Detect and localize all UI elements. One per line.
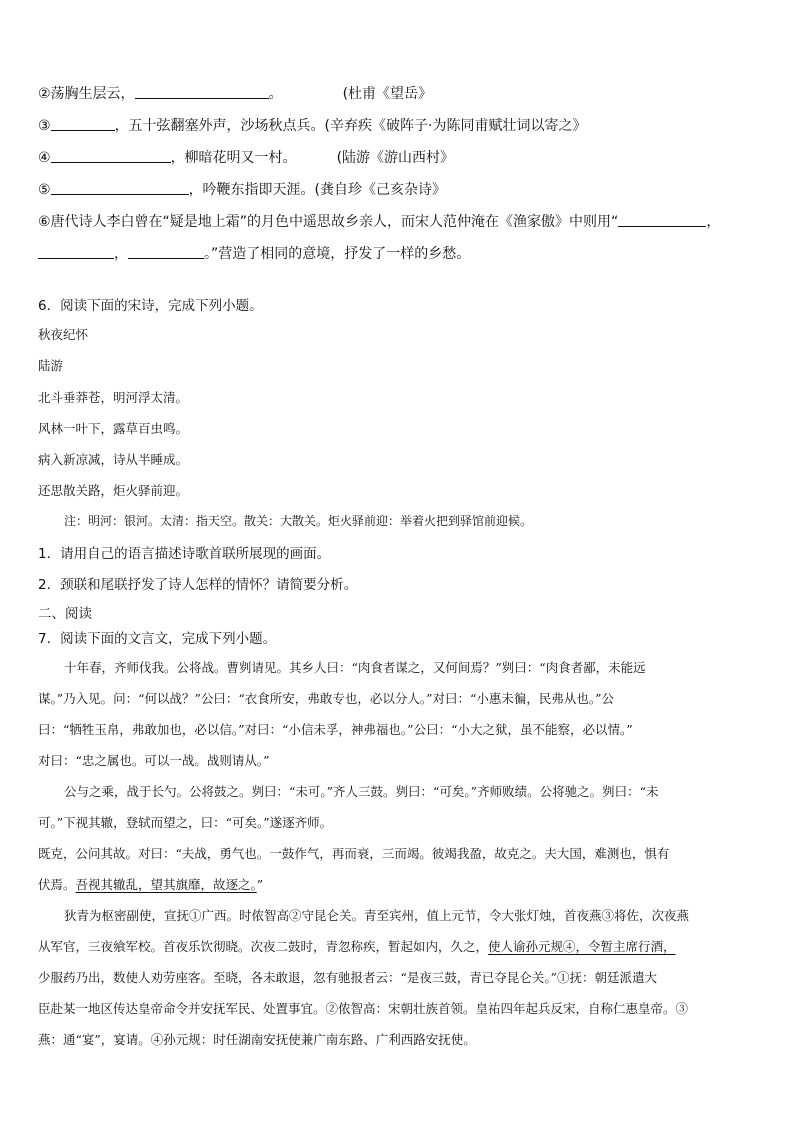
underlined-sentence: 吾视其辙乱，望其旗靡，故逐之。	[75, 877, 257, 892]
passage-line: 狄青为枢密副使，宣抚①广西。时侬智高②守昆仑关。青至宾州，值上元节，令大张灯烛，首夜燕③将佐，次夜燕	[64, 908, 690, 923]
answer-blank[interactable]	[51, 148, 171, 163]
poem-line-2: 风林一叶下，露草百虫鸣。	[38, 421, 189, 436]
q3-num: ③	[38, 118, 51, 134]
q6-text: ⑥唐代诗人李白曾在“疑是地上霜”的月色中遥思故乡亲人，而宋人范仲淹在《渔家傲》中则用“	[38, 214, 619, 230]
poem-title: 秋夜纪怀	[38, 327, 89, 342]
q6-sep: ，	[114, 246, 128, 262]
answer-blank[interactable]	[135, 84, 269, 99]
poem-line-3: 病入新凉减，诗从半睡成。	[38, 452, 189, 467]
question-6-heading: 6．阅读下面的宋诗，完成下列小题。	[38, 298, 263, 314]
poem-line-1: 北斗垂莽苍，明河浮太清。	[38, 390, 189, 405]
q4-num: ④	[38, 150, 51, 166]
q5-text: ，吟鞭东指即天涯。(龚自珍《己亥杂诗》	[188, 182, 447, 198]
poem-question-1: 1．请用自己的语言描述诗歌首联所展现的画面。	[38, 546, 331, 562]
q2-end: 。	[268, 86, 283, 102]
passage-line-underlined	[38, 875, 263, 893]
passage-line: 曰：“牺牲玉帛，弗敢加也，必以信。”对曰：“小信未孚，神弗福也。”公曰：“小大之狱，虽不能察，必以情。”	[38, 722, 633, 737]
passage-text: ”	[256, 877, 264, 892]
q6-comma: ，	[706, 214, 721, 230]
poem-note: 注：明河：银河。太清：指天空。散关：大散关。炬火驿前迎：举着火把到驿馆前迎候。	[64, 514, 533, 528]
q6-end: 。”营造了相同的意境，抒发了一样的乡愁。	[204, 246, 471, 262]
poem-question-2: 2．颈联和尾联抒发了诗人怎样的情怀？请简要分析。	[38, 577, 358, 593]
passage-text: 从军官，三夜飨军校。首夜乐饮彻晓。次夜二鼓时，青忽称疾，暂起如内，久之，	[38, 939, 489, 954]
passage-text: 伏焉。	[38, 877, 76, 892]
passage-line: 十年春，齐师伐我。公将战。曹刿请见。其乡人曰：“肉食者谋之，又何间焉？”刿曰：“肉食者鄙，未能远	[64, 660, 646, 675]
blank-question-6-line2	[38, 243, 470, 263]
q4-source: (陆游《游山西村》	[336, 150, 455, 166]
passage-line: 谋。”乃入见。问：“何以战？”公曰：“衣食所安，弗敢专也，必以分人。”对曰：“小惠未徧，民弗从也。”公	[38, 691, 614, 706]
passage-line: 公与之乘，战于长勺。公将鼓之。刿曰：“未可。”齐人三鼓。刿曰：“可矣。”齐师败绩。公将驰之。刿曰：“未	[64, 784, 659, 799]
question-7-heading: 7．阅读下面的文言文，完成下列小题。	[38, 631, 277, 647]
passage-line: 少服药乃出，数使人劝劳座客。至晓，各未敢退，忽有驰报者云：“是夜三鼓，青已夺昆仑关。”①抚：朝廷派遣大	[38, 970, 658, 985]
blank-question-4	[38, 147, 454, 167]
passage-line: 燕：通“宴”，宴请。④孙元规：时任湖南安抚使兼广南东路、广利西路安抚使。	[38, 1032, 476, 1047]
passage-line: 臣赴某一地区传达皇帝命令并安抚军民、处置事宜。②侬智高：宋朝壮族首领。皇祐四年起兵反宋，自称仁惠皇帝。③	[38, 1001, 689, 1016]
q2-source: (杜甫《望岳》	[342, 86, 433, 102]
q2-text: ②荡胸生层云，	[38, 86, 135, 102]
q4-text: ，柳暗花明又一村。	[170, 150, 297, 166]
poem-author: 陆游	[38, 358, 64, 373]
answer-blank[interactable]	[128, 244, 204, 259]
answer-blank[interactable]	[38, 244, 114, 259]
section-heading: 二、阅读	[38, 606, 92, 622]
blank-question-2	[38, 83, 432, 103]
answer-blank[interactable]	[51, 116, 115, 131]
blank-question-3	[38, 115, 586, 135]
passage-line: 对曰：“忠之属也。可以一战。战则请从。”	[38, 753, 270, 768]
q5-num: ⑤	[38, 182, 51, 198]
blank-question-5	[38, 179, 446, 199]
q3-text: ，五十弦翻塞外声，沙场秋点兵。(辛弃疾《破阵子·为陈同甫赋壮词以寄之》	[114, 118, 587, 134]
answer-blank[interactable]	[51, 180, 189, 195]
poem-line-4: 还思散关路，炬火驿前迎。	[38, 483, 189, 498]
blank-question-6-line1	[38, 211, 720, 231]
answer-blank[interactable]	[618, 212, 706, 227]
underlined-sentence: 使人谕孙元规④，令暂主席行酒，	[488, 939, 676, 954]
passage-line: 可。”下视其辙，登轼而望之，曰：“可矣。”遂逐齐师。	[38, 815, 333, 830]
passage-line-underlined	[38, 937, 676, 955]
passage-line: 既克，公问其故。对曰：“夫战，勇气也。一鼓作气，再而衰，三而竭。彼竭我盈，故克之。夫大国，难测也，惧有	[38, 846, 670, 861]
